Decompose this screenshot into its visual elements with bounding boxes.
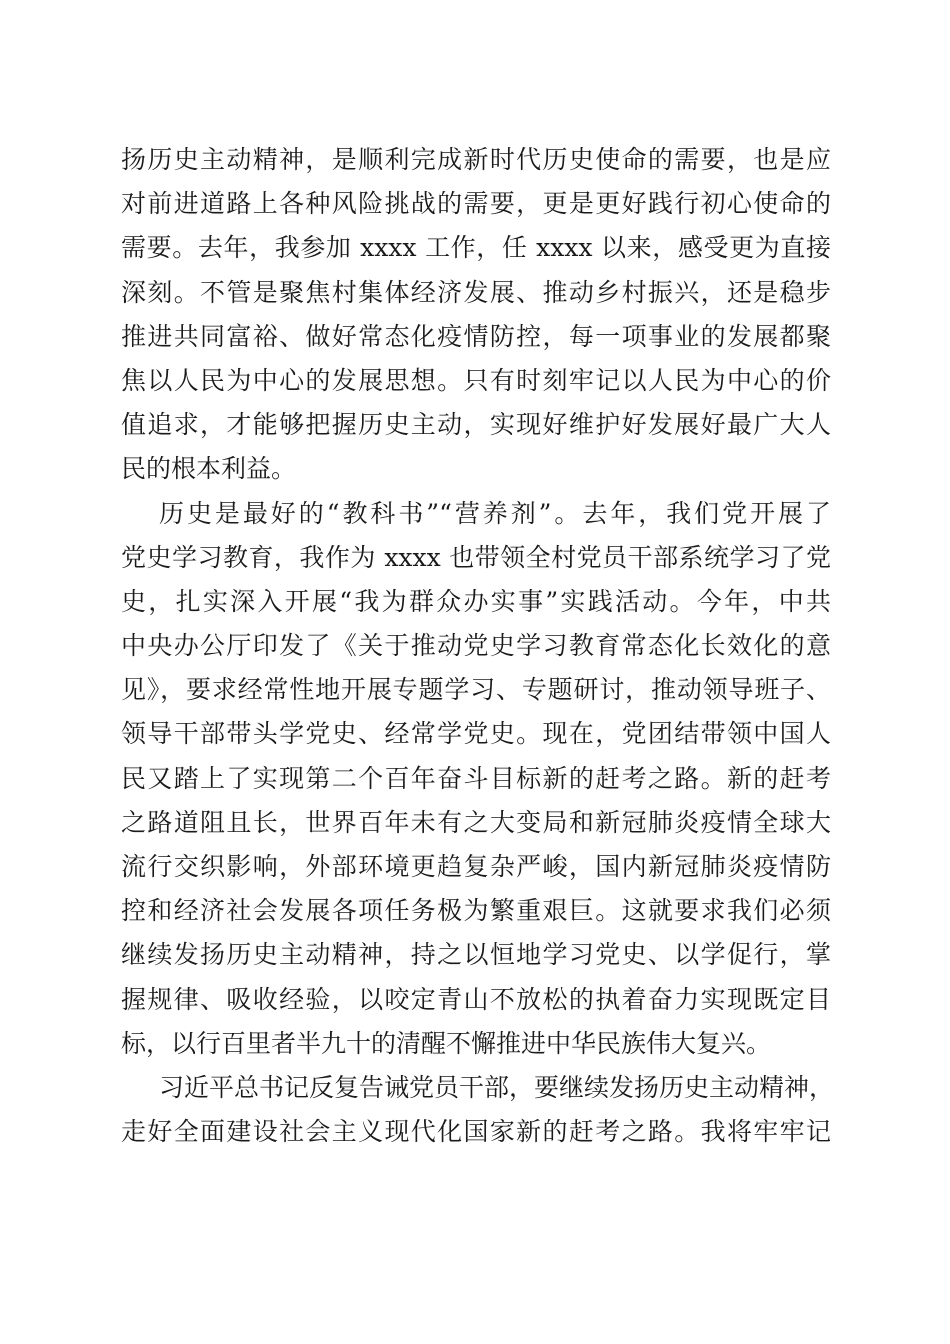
text-line: 流行交织影响，外部环境更趋复杂严峻，国内新冠肺炎疫情防 <box>121 852 831 881</box>
text-line: 中央办公厅印发了《关于推动党史学习教育常态化长效化的意 <box>121 631 831 661</box>
text-line: 见》，要求经常性地开展专题学习、专题研讨，推动领导班子、 <box>121 675 831 705</box>
text-line: 习近平总书记反复告诫党员干部，要继续发扬历史主动精神， <box>159 1072 835 1102</box>
text-line: 值追求，才能够把握历史主动，实现好维护好发展好最广大人 <box>121 410 831 440</box>
text-line: 焦以人民为中心的发展思想。只有时刻牢记以人民为中心的价 <box>121 365 831 395</box>
text-line: 历史是最好的“教科书”“营养剂”。去年，我们党开展了 <box>159 498 831 528</box>
text-line: 握规律、吸收经验，以咬定青山不放松的执着奋力实现既定目 <box>121 984 831 1014</box>
text-line: 史，扎实深入开展“我为群众办实事”实践活动。今年，中共 <box>121 586 831 616</box>
text-line: 需要。去年，我参加 xxxx 工作，任 xxxx 以来，感受更为直接 <box>121 233 831 263</box>
text-line: 之路道阻且长，世界百年未有之大变局和新冠肺炎疫情全球大 <box>121 807 831 837</box>
text-line: 推进共同富裕、做好常态化疫情防控，每一项事业的发展都聚 <box>121 321 831 351</box>
text-line: 深刻。不管是聚焦村集体经济发展、推动乡村振兴，还是稳步 <box>121 277 831 307</box>
paragraph-3 <box>121 1066 835 1154</box>
text-line: 扬历史主动精神，是顺利完成新时代历史使命的需要，也是应 <box>121 145 831 174</box>
paragraph-1 <box>121 138 831 492</box>
text-line: 走好全面建设社会主义现代化国家新的赶考之路。我将牢牢记 <box>121 1117 831 1147</box>
text-line: 对前进道路上各种风险挑战的需要，更是更好践行初心使命的 <box>121 189 831 219</box>
text-line: 民又踏上了实现第二个百年奋斗目标新的赶考之路。新的赶考 <box>121 763 831 793</box>
text-line: 标，以行百里者半九十的清醒不懈推进中华民族伟大复兴。 <box>121 1028 772 1058</box>
text-line: 党史学习教育，我作为 xxxx 也带领全村党员干部系统学习了党 <box>121 542 831 572</box>
text-line: 控和经济社会发展各项任务极为繁重艰巨。这就要求我们必须 <box>121 896 831 926</box>
paragraph-2 <box>121 492 831 1066</box>
text-line: 民的根本利益。 <box>121 454 297 484</box>
text-line: 继续发扬历史主动精神，持之以恒地学习党史、以学促行，掌 <box>121 940 831 970</box>
document-body <box>121 138 835 1154</box>
text-line: 领导干部带头学党史、经常学党史。现在，党团结带领中国人 <box>121 719 831 749</box>
